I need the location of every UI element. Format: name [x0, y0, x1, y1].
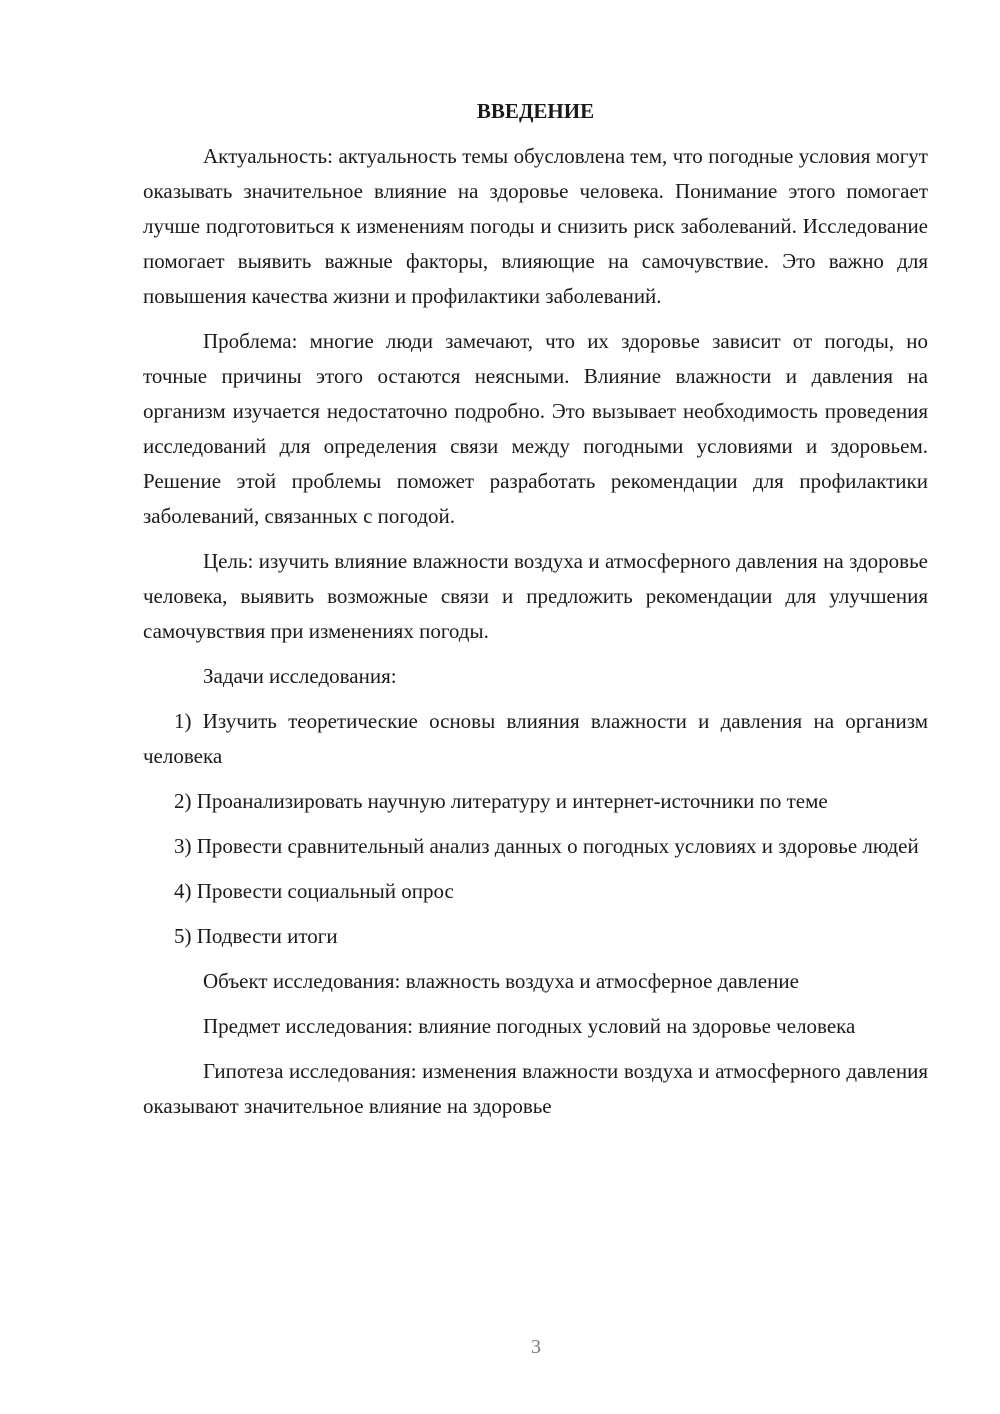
tasks-heading: Задачи исследования: — [203, 664, 397, 688]
page-number: 3 — [531, 1336, 541, 1358]
task-item-3: 3) Провести сравнительный анализ данных о погодных условиях и здоровье людей — [174, 834, 919, 858]
relevance-paragraph: Актуальность: актуальность темы обусловлена тем, что погодные условия могут оказывать значительное влияние на здоровье человека. Понимание этого помогает лучше подготовиться к изменениям погоды и снизить риск заболеваний. Исследование помогает выявить важные факторы, влияющие на самочувствие. Это важно для повышения качества жизни и профилактики заболеваний. — [143, 144, 928, 308]
page-content — [143, 94, 928, 1134]
goal-paragraph: Цель: изучить влияние влажности воздуха и атмосферного давления на здоровье человека, выявить возможные связи и предложить рекомендации для улучшения самочувствия при изменениях погоды. — [143, 549, 928, 643]
task-item-2: 2) Проанализировать научную литературу и интернет-источники по теме — [174, 789, 828, 813]
task-item-1: 1) Изучить теоретические основы влияния влажности и давления на организм человека — [143, 709, 928, 768]
problem-paragraph: Проблема: многие люди замечают, что их здоровье зависит от погоды, но точные причины этого остаются неясными. Влияние влажности и давления на организм изучается недостаточно подробно. Это вызывает необходимость проведения исследований для определения связи между погодными условиями и здоровьем. Решение этой проблемы поможет разработать рекомендации для профилактики заболеваний, связанных с погодой. — [143, 329, 928, 528]
task-item-4: 4) Провести социальный опрос — [174, 879, 454, 903]
task-item-5: 5) Подвести итоги — [174, 924, 338, 948]
section-title: ВВЕДЕНИЕ — [476, 99, 595, 123]
research-object-paragraph: Объект исследования: влажность воздуха и атмосферное давление — [203, 969, 799, 993]
hypothesis-paragraph: Гипотеза исследования: изменения влажности воздуха и атмосферного давления оказывают значительное влияние на здоровье — [143, 1059, 928, 1118]
research-subject-paragraph: Предмет исследования: влияние погодных условий на здоровье человека — [203, 1014, 856, 1038]
